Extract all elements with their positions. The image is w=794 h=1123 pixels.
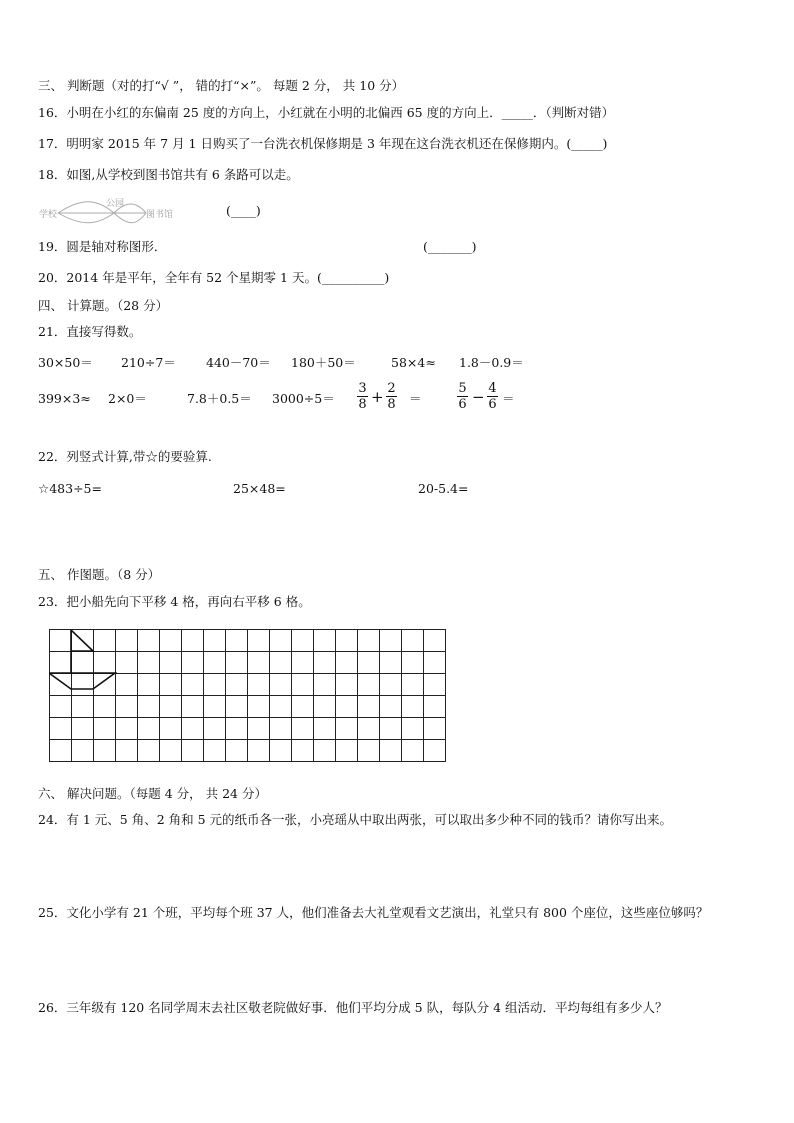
plus-sign: + bbox=[371, 388, 384, 406]
denominator: 6 bbox=[458, 397, 467, 412]
question-24: 24．有 1 元、5 角、2 角和 5 元的纸币各一张，小亮瑶从中取出两张，可以取出多少种不同的钱币？请你写出来。 bbox=[38, 812, 673, 827]
question-18-blank[interactable]: (____) bbox=[226, 203, 261, 218]
question-25: 25．文化小学有 21 个班，平均每个班 37 人，他们准备去大礼堂观看文艺演出，礼堂只有 800 个座位，这些座位够吗？ bbox=[38, 905, 709, 920]
numerator: 4 bbox=[488, 381, 497, 396]
question-17: 17．明明家 2015 年 7 月 1 日购买了一台洗衣机保修期是 3 年现在这台洗衣机还在保修期内。(_____) bbox=[38, 136, 608, 151]
park-label: 公园 bbox=[106, 199, 125, 209]
calc-r2-3: 7.8＋0.5＝ bbox=[187, 391, 252, 406]
question-19: 19．圆是轴对称图形． bbox=[38, 239, 167, 254]
section-6-heading: 六、 解决问题。（每题 4 分， 共 24 分） bbox=[38, 786, 267, 801]
numerator: 2 bbox=[387, 381, 396, 396]
calc-r2-2: 2×0＝ bbox=[108, 391, 147, 406]
denominator: 8 bbox=[358, 397, 367, 412]
calc-r1-1: 30×50＝ bbox=[38, 355, 93, 370]
question-16: 16．小明在小红的东偏南 25 度的方向上，小红就在小明的北偏西 65 度的方向上．_____．（判断对错） bbox=[38, 105, 615, 120]
equals-sign: ＝ bbox=[409, 391, 422, 406]
library-label: 图书馆 bbox=[146, 210, 174, 220]
calc-r1-3: 440－70＝ bbox=[206, 355, 271, 370]
route-diagram bbox=[36, 196, 186, 226]
vertical-calc-1: ☆483÷5= bbox=[38, 481, 102, 496]
fraction-3-8 bbox=[357, 381, 368, 412]
denominator: 6 bbox=[488, 397, 497, 412]
question-22: 22．列竖式计算,带☆的要验算. bbox=[38, 449, 212, 464]
calc-r1-4: 180＋50＝ bbox=[291, 355, 356, 370]
section-4-heading: 四、 计算题。（28 分） bbox=[38, 298, 169, 313]
question-18: 18．如图,从学校到图书馆共有 6 条路可以走。 bbox=[38, 167, 299, 182]
numerator: 5 bbox=[458, 381, 467, 396]
drawing-grid[interactable] bbox=[49, 629, 451, 773]
question-20: 20．2014 年是平年，全年有 52 个星期零 1 天。(__________) bbox=[38, 270, 390, 285]
fraction-5-6 bbox=[457, 381, 468, 412]
boat-hull bbox=[49, 673, 115, 689]
calc-r1-5: 58×4≈ bbox=[391, 355, 436, 370]
fraction-2-8 bbox=[386, 381, 397, 412]
fraction-4-6 bbox=[487, 381, 498, 412]
vertical-calc-3: 20-5.4= bbox=[418, 481, 469, 496]
question-21: 21．直接写得数。 bbox=[38, 324, 142, 339]
vertical-calc-2: 25×48= bbox=[233, 481, 286, 496]
boat-figure bbox=[49, 630, 115, 689]
numerator: 3 bbox=[358, 381, 367, 396]
equals-sign: ＝ bbox=[502, 391, 515, 406]
minus-sign: − bbox=[472, 388, 485, 406]
question-23: 23．把小船先向下平移 4 格，再向右平移 6 格。 bbox=[38, 594, 311, 609]
section-5-heading: 五、 作图题。（8 分） bbox=[38, 567, 161, 582]
calc-r2-4: 3000÷5＝ bbox=[272, 391, 335, 406]
calc-r1-6: 1.8－0.9＝ bbox=[459, 355, 524, 370]
question-19-blank[interactable]: (_______) bbox=[423, 239, 477, 254]
section-3-heading: 三、 判断题（对的打“√ ”， 错的打“×”。 每题 2 分， 共 10 分） bbox=[38, 78, 405, 93]
school-label: 学校 bbox=[39, 210, 58, 220]
calc-r2-1: 399×3≈ bbox=[38, 391, 91, 406]
calc-r1-2: 210÷7＝ bbox=[121, 355, 176, 370]
denominator: 8 bbox=[387, 397, 396, 412]
boat-sail bbox=[71, 630, 93, 651]
question-26: 26．三年级有 120 名同学周末去社区敬老院做好事．他们平均分成 5 队，每队分 4 组活动．平均每组有多少人？ bbox=[38, 1000, 668, 1015]
